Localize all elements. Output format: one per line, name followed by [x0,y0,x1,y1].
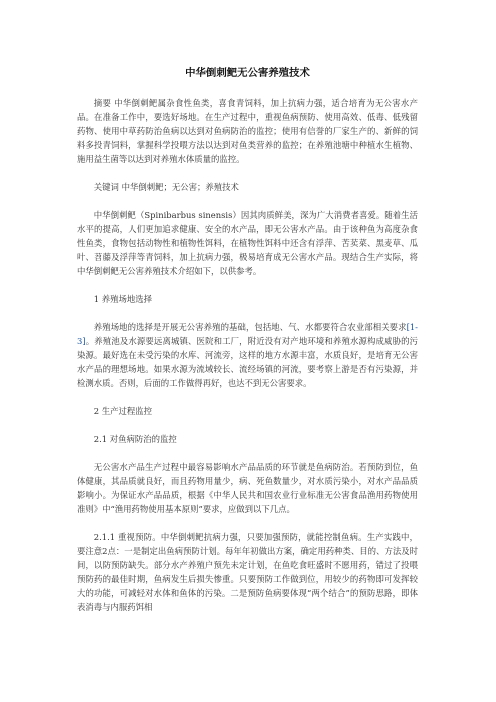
page-title: 中华倒刺鲃无公害养殖技术 [185,67,310,79]
keywords-line: 关键词 中华倒刺鲃；无公害；养殖技术 [93,182,239,192]
section-2-heading: 2 生产过程监控 [93,406,153,416]
reference-link[interactable]: [1-3] [77,322,418,346]
intro-paragraph: 中华倒刺鲃（Spinibarbus sinensis）因其肉质鲜美，深为广大消费者喜爱。随着生活水平的提高，人们更加追求健康、安全的水产品，即无公害水产品。由于该种鱼为高度杂食性鱼类，食物包括动物性和植物性饵料，在植物性饵料中还含有浮萍、苦荬菜、黑麦草、瓜叶、苕藤及浮萍等青饲料，加上抗病力强，极易培育成无公害水产品。现结合生产实际，将中华倒刺鲃无公害养殖技术介绍如下，以供参考。 [77,210,418,276]
section-1-heading: 1 养殖场地选择 [93,294,153,304]
section-2-1-heading: 2.1 对鱼病防治的监控 [93,434,177,444]
section-1-text-b: 。养殖池及水源要远离城镇、医院和工厂，附近没有对产地环境和养殖水源构成威胁的污染源。最好选在未受污染的水库、河流旁，这样的地方水源丰富，水质良好，是培育无公害水产品的理想场地。如果水源为流域较长、流经场镇的河流，要考察上游是否有污染源，并检测水质。否则，后面的工作做得再好，也达不到无公害要求。 [77,336,418,388]
section-1-paragraph [77,320,418,390]
section-2-1-paragraph: 无公害水产品生产过程中最容易影响水产品品质的环节就是鱼病防治。若预防到位，鱼体健康，其品质就良好，而且药物用量少，病、死鱼数量少，对水质污染小，对水产品品质影响小。为保证水产品品质，根据《中华人民共和国农业行业标准无公害食品渔用药物使用准则》中“渔用药物使用基本原则”要求，应做到以下几点。 [77,462,418,514]
section-1-text-a: 养殖场地的选择是开展无公害养殖的基础，包括地、气、水都要符合农业部相关要求 [93,322,407,332]
abstract-paragraph: 摘要 中华倒刺鲃属杂食性鱼类，喜食青饲料，加上抗病力强，适合培育为无公害水产品。在准备工作中，要选好场地。在生产过程中，重视鱼病预防、使用高效、低毒、低残留药物、使用中草药防治鱼病以达到对鱼病防治的监控；使用有信誉的厂家生产的、新鲜的饲料多投青饲料，掌握科学投喂方法以达到对鱼类营养的监控；在养殖池塘中种植水生植物、施用益生菌等以达到对养殖水体质量的监控。 [77,98,418,164]
section-2-1-1-paragraph: 2.1.1 重视预防。中华倒刺鲃抗病力强，只要加强预防，就能控制鱼病。生产实践中，要注意2点：一是制定出鱼病预防计划。每年年初做出方案，确定用药种类、目的、方法及时间，以防预防缺失。部分水产养殖户预先未定计划，在鱼吃食旺盛时不愿用药，错过了投喂预防药的最佳时期，鱼病发生后损失惨重。只要预防工作做到位，用较少的药物即可发挥较大的功能，可减轻对水体和鱼体的污染。二是预防鱼病要体现“两个结合”的预防思路，即体表消毒与内服药饵相 [77,532,418,612]
